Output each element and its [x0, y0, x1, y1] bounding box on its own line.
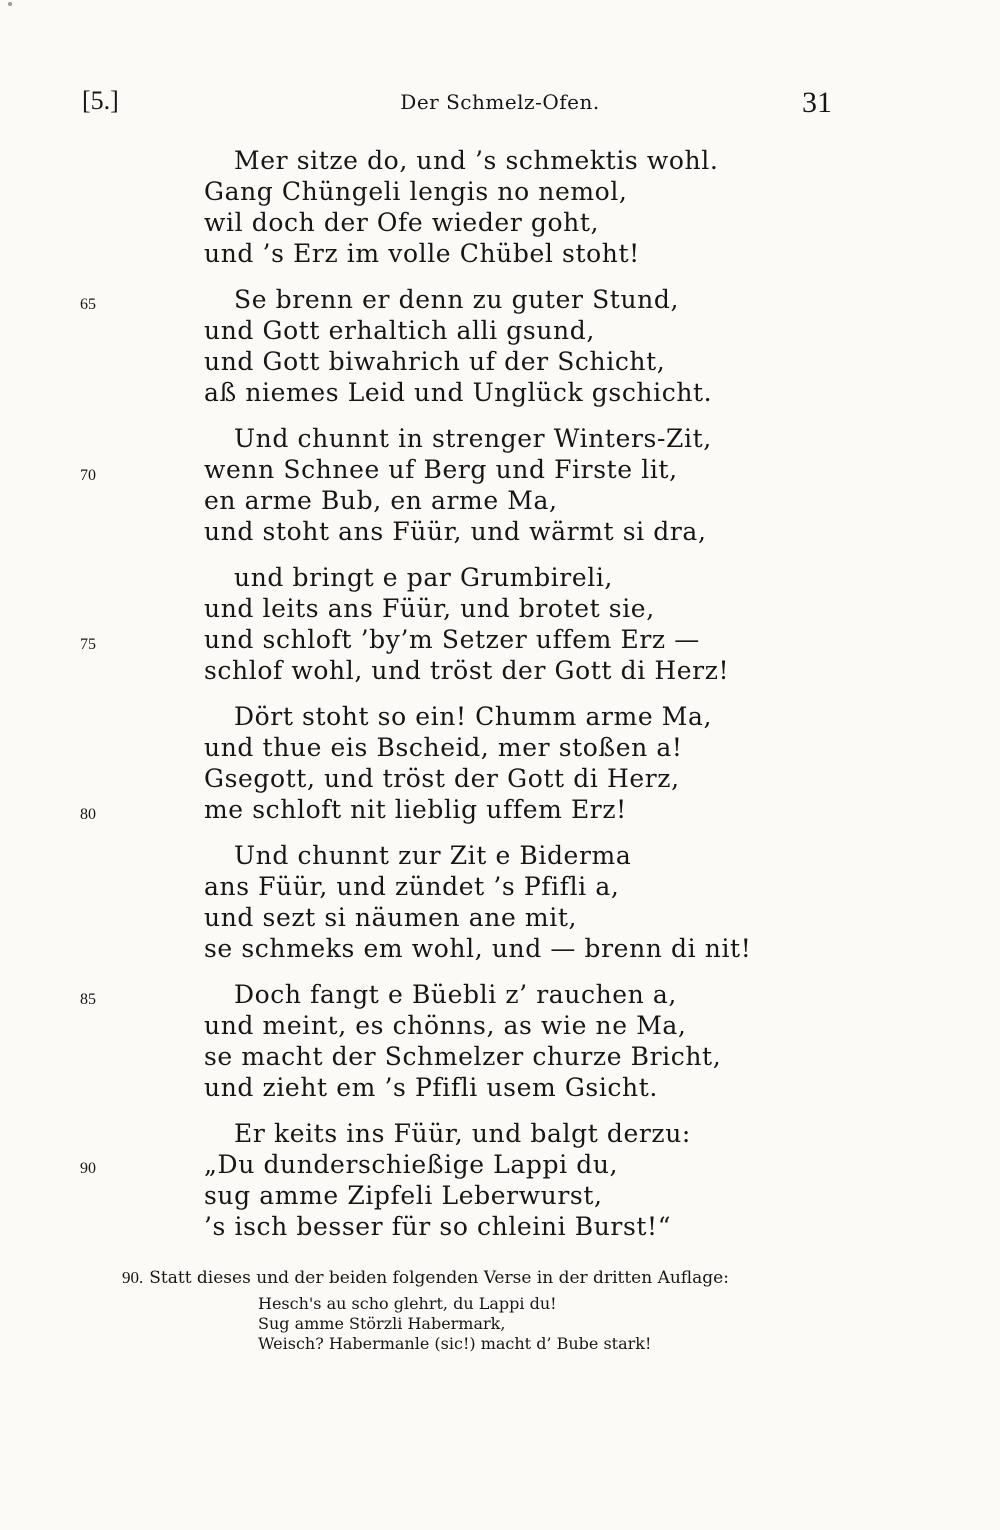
line-number: 65: [80, 296, 96, 313]
line-number: 75: [80, 636, 96, 653]
verse-line: ’s isch besser für so chleini Burst!“: [204, 1212, 672, 1241]
verse-line: und bringt e par Grumbireli,: [234, 563, 613, 592]
footnote-line: Hesch's au scho glehrt, du Lappi du!: [258, 1294, 557, 1313]
verse-line: und stoht ans Füür, und wärmt si dra,: [204, 517, 707, 546]
footnote-line: Sug amme Störzli Habermark,: [258, 1314, 506, 1333]
verse-line: Gsegott, und tröst der Gott di Herz,: [204, 764, 680, 793]
verse-line: Und chunnt zur Zit e Biderma: [234, 841, 632, 870]
verse-line: aß niemes Leid und Unglück gschicht.: [204, 378, 713, 407]
verse-line: und Gott biwahrich uf der Schicht,: [204, 347, 666, 376]
verse-line: Dört stoht so ein! Chumm arme Ma,: [234, 702, 713, 731]
footnote-label: 90.: [122, 1268, 144, 1287]
signature-mark: [5.]: [82, 86, 119, 115]
verse-line: und leits ans Füür, und brotet sie,: [204, 594, 655, 623]
verse-line: Doch fangt e Büebli z’ rauchen a,: [234, 980, 677, 1009]
verse-line: schlof wohl, und tröst der Gott di Herz!: [204, 656, 730, 685]
verse-line: und schloft ’by’m Setzer uffem Erz —: [204, 625, 700, 654]
verse-line: wenn Schnee uf Berg und Firste lit,: [204, 455, 678, 484]
verse-line: en arme Bub, en arme Ma,: [204, 486, 558, 515]
verse-line: und thue eis Bscheid, mer stoßen a!: [204, 733, 683, 762]
paper-speck: [8, 2, 12, 6]
verse-line: und sezt si näumen ane mit,: [204, 903, 578, 932]
line-number: 80: [80, 806, 96, 823]
verse-line: sug amme Zipfeli Leberwurst,: [204, 1181, 603, 1210]
verse-line: Se brenn er denn zu guter Stund,: [234, 285, 679, 314]
verse-line: und meint, es chönns, as wie ne Ma,: [204, 1011, 687, 1040]
verse-line: se macht der Schmelzer churze Bricht,: [204, 1042, 722, 1071]
verse-line: ans Füür, und zündet ’s Pfifli a,: [204, 872, 620, 901]
verse-line: me schloft nit lieblig uffem Erz!: [204, 795, 627, 824]
verse-line: und zieht em ’s Pfifli usem Gsicht.: [204, 1073, 658, 1102]
verse-line: „Du dunderschießige Lappi du,: [204, 1150, 619, 1179]
footnote-intro-text: Statt dieses und der beiden folgenden Verse in der dritten Auflage:: [149, 1268, 729, 1288]
verse-line: Mer sitze do, und ’s schmektis wohl.: [234, 146, 719, 175]
verse-line: und ’s Erz im volle Chübel stoht!: [204, 239, 640, 268]
running-title: Der Schmelz-Ofen.: [400, 90, 600, 114]
verse-line: se schmeks em wohl, und — brenn di nit!: [204, 934, 752, 963]
footnote-intro: [122, 1268, 729, 1288]
footnote-line: Weisch? Habermanle (sic!) macht d’ Bube stark!: [258, 1334, 652, 1353]
line-number: 70: [80, 467, 96, 484]
verse-line: wil doch der Ofe wieder goht,: [204, 208, 600, 237]
page-number: 31: [802, 86, 832, 119]
line-number: 85: [80, 991, 96, 1008]
verse-line: und Gott erhaltich alli gsund,: [204, 316, 595, 345]
verse-line: Gang Chüngeli lengis no nemol,: [204, 177, 628, 206]
verse-line: Er keits ins Füür, und balgt derzu:: [234, 1119, 691, 1148]
line-number: 90: [80, 1160, 96, 1177]
verse-line: Und chunnt in strenger Winters-Zit,: [234, 424, 712, 453]
